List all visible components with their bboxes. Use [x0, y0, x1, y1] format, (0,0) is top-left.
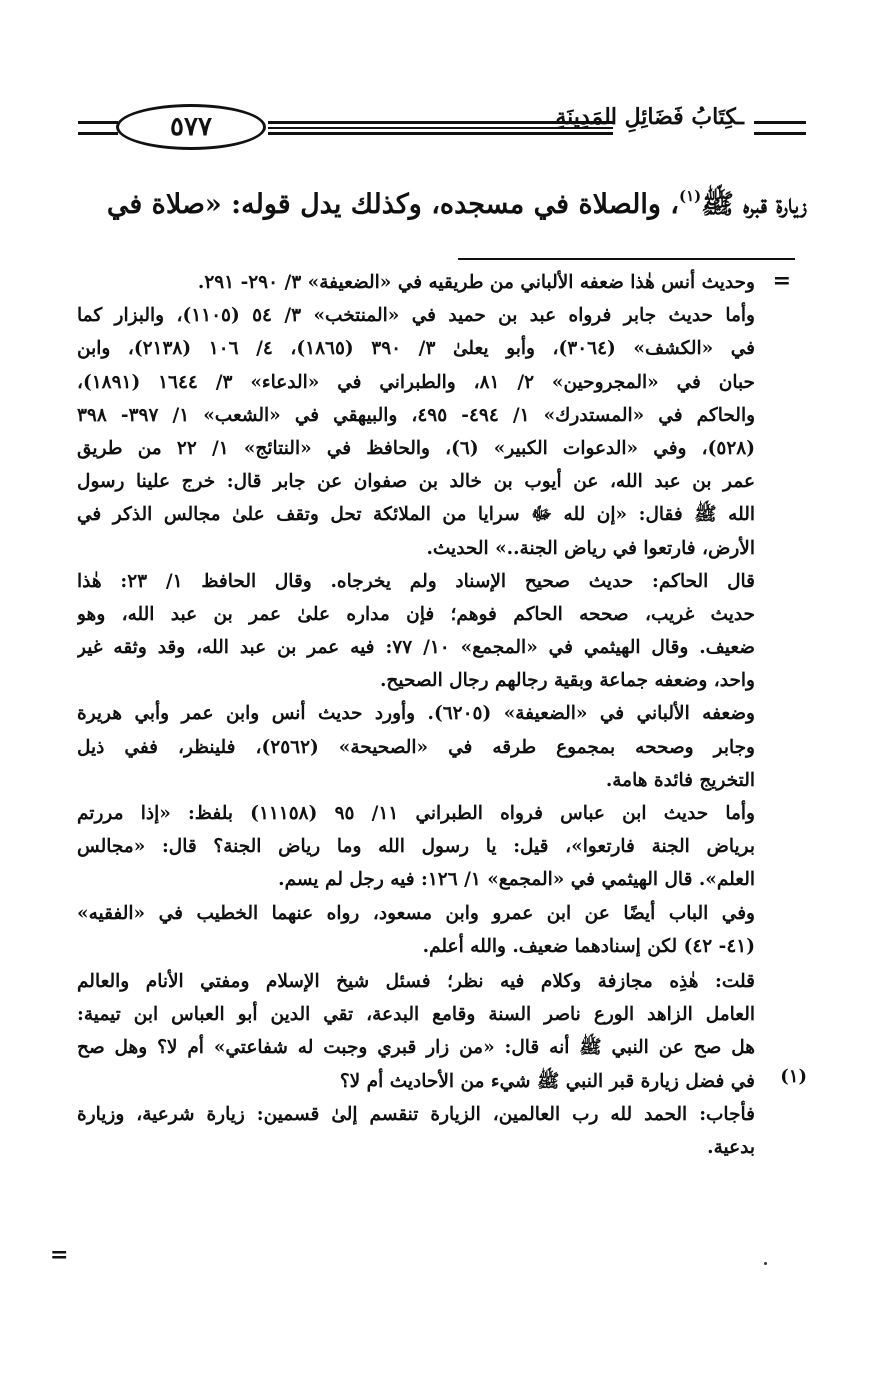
footnote-line: والحاكم في «المستدرك» ١/ ٤٩٤- ٤٩٥، والبيهقي في «الشعب» ١/ ٣٩٧- ٣٩٨ [77, 404, 755, 426]
footnote-number: (١) [780, 1066, 807, 1087]
page-header [78, 98, 806, 162]
footnote-line: حديث غريب، صححه الحاكم فوهم؛ فإن مداره علىٰ عمر بن عبد الله، وهو [77, 603, 755, 625]
footnote-line: في فضل زيارة قبر النبي ﷺ شيء من الأحاديث أم لا؟ [339, 1070, 755, 1092]
book-title: ـكِتَابُ فَضَائِلِ المَدِينَةِ [555, 104, 744, 130]
footnote-line: وجابر وصححه بمجموع طرقه في «الصحيحة» (٢٥٦٢)، فلينظر، ففي ذيل [77, 736, 755, 758]
footnotes [77, 266, 807, 1164]
main-text-end: ، والصلاة في مسجده، وكذلك يدل قوله: «صلاة في [106, 189, 679, 220]
footnote-line: العامل الزاهد الورع ناصر السنة وقامع البدعة، تقي الدين أبو العباس ابن تيمية: [77, 1004, 755, 1026]
footnote-line: قال الحاكم: حديث صحيح الإسناد ولم يخرجاه. وقال الحافظ ١/ ٢٣: هٰذا [77, 570, 755, 592]
main-text-start: زيارة قبره ﷺ [701, 189, 807, 220]
footnote-line: (٤١- ٤٢) لكن إسنادهما ضعيف. والله أعلم. [422, 935, 755, 957]
footnote-1 [77, 965, 807, 1164]
footnote-line: التخريج فائدة هامة. [605, 769, 755, 791]
footnote-line: ضعيف. وقال الهيثمي في «المجمع» ١٠/ ٧٧: فيه عمر بن عبد الله، وقد وثقه غير [77, 637, 755, 659]
footnote-line: وحديث أنس هٰذا ضعفه الألباني من طريقيه في «الضعيفة» ٣/ ٢٩٠- ٢٩١. [197, 272, 755, 293]
print-speck [764, 1262, 767, 1265]
footnote-line: وأما حديث ابن عباس فرواه الطبراني ١١/ ٩٥ (١١١٥٨) بلفظ: «إذا مررتم [77, 803, 755, 824]
footnote-line: قلت: هٰذِه مجازفة وكلام فيه نظر؛ فسئل شيخ الإسلام ومفتي الأنام والعالم [77, 970, 755, 992]
footnote-line: برياض الجنة فارتعوا»، قيل: يا رسول الله وما رياض الجنة؟ قال: «مجالس [77, 836, 755, 858]
footnote-line: حبان في «المجروحين» ٢/ ٨١، والطبراني في «الدعاء» ٣/ ١٦٤٤ (١٨٩١)، [77, 371, 755, 393]
footnote-line: بدعية. [707, 1136, 755, 1158]
main-text-line [67, 168, 807, 233]
footnote-line: الأرض، فارتعوا في رياض الجنة..» الحديث. [426, 537, 755, 559]
footnote-line: وضعفه الألباني في «الضعيفة» (٦٢٠٥). وأورد حديث أنس وابن عمر وأبي هريرة [77, 703, 755, 725]
footnote-line: الله ﷺ فقال: «إن لله ﷻ سرايا من الملائكة تحل وتقف علىٰ مجالس الذكر في [77, 504, 755, 526]
footnote-line: هل صح عن النبي ﷺ أنه قال: «من زار قبري وجبت له شفاعتي» أم لا؟ وهل صح [77, 1037, 755, 1059]
footnote-line: في «الكشف» (٣٠٦٤)، وأبو يعلىٰ ٣/ ٣٩٠ (١٨٦٥)، ٤/ ١٠٦ (٢١٣٨)، وابن [77, 338, 755, 360]
footnote-line: العلم». قال الهيثمي في «المجمع» ١/ ١٢٦: فيه رجل لم يسم. [278, 869, 755, 891]
footnote-line: وفي الباب أيضًا عن ابن عمرو وابن مسعود، رواه عنهما الخطيب في «الفقيه» [77, 902, 755, 924]
continuation-mark-bottom: = [50, 1242, 69, 1268]
header-rule [78, 132, 118, 135]
page-number: ٥٧٧ [116, 104, 266, 150]
footnote-line: وأما حديث جابر فرواه عبد بن حميد في «المنتخب» ٣/ ٥٤ (١١٠٥)، والبزار كما [77, 305, 755, 327]
header-rule [78, 121, 118, 124]
footnote-continued [77, 266, 807, 963]
header-rule [754, 132, 806, 135]
footnote-line: عمر بن عبد الله، عن أيوب بن خالد بن صفوان عن جابر قال: خرج علينا رسول [77, 471, 755, 493]
header-rule [754, 121, 806, 124]
footnote-line: (٥٢٨)، وفي «الدعوات الكبير» (٦)، والحافظ في «النتائج» ١/ ٢٢ من طريق [77, 437, 755, 459]
continuation-mark: = [772, 268, 791, 294]
footnote-line: فأجاب: الحمد لله رب العالمين، الزيارة تنقسم إلىٰ قسمين: زيارة شرعية، وزيارة [77, 1103, 755, 1125]
header-rule [268, 132, 613, 135]
footnote-marker: (١) [679, 187, 702, 205]
footnote-separator [458, 258, 795, 260]
footnote-line: واحد، وضعفه جماعة وبقية رجالهم رجال الصحيح. [379, 670, 755, 692]
